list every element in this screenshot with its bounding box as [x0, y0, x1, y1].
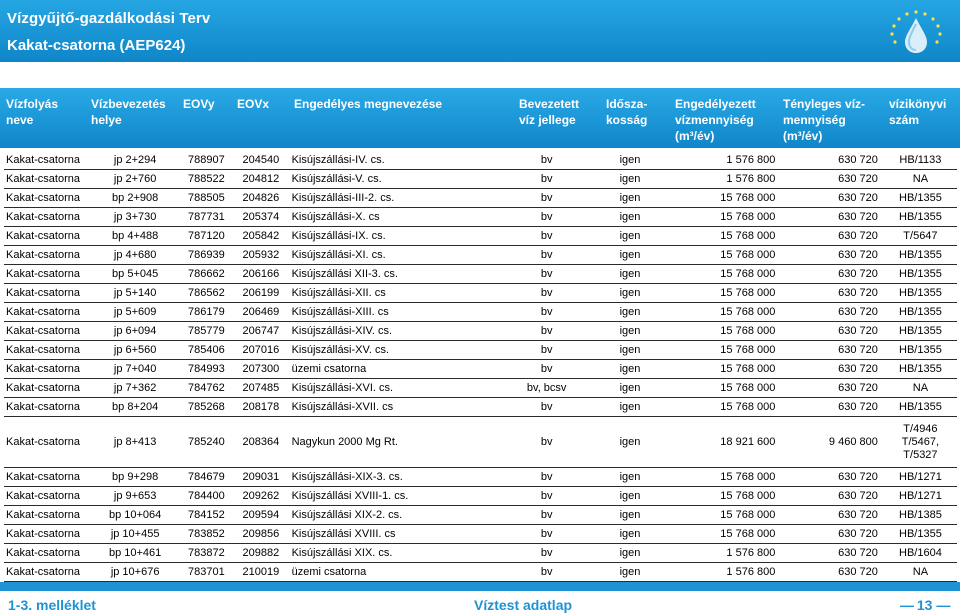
table-row [4, 398, 957, 417]
cell-water-type: bv [495, 468, 599, 487]
cell-water-type: bv [495, 284, 599, 303]
cell-permitted-volume: 15 768 000 [661, 246, 783, 265]
cell-waterbody: Kakat-csatorna [4, 151, 90, 170]
cell-periodicity: igen [599, 563, 662, 582]
table-row [4, 227, 957, 246]
cell-eovx: 209594 [232, 506, 289, 525]
cell-periodicity: igen [599, 341, 662, 360]
cell-eovy: 784400 [181, 487, 233, 506]
cell-periodicity: igen [599, 379, 662, 398]
cell-permittee: Kisújszállási XIX. cs. [290, 544, 495, 563]
cell-eovx: 209882 [232, 544, 289, 563]
cell-location: jp 6+094 [90, 322, 181, 341]
cell-permittee: Kisújszállási-XIX-3. cs. [290, 468, 495, 487]
cell-eovy: 787120 [181, 227, 233, 246]
table-body [4, 151, 957, 582]
cell-eovy: 784152 [181, 506, 233, 525]
cell-eovx: 210019 [232, 563, 289, 582]
cell-register-number: HB/1355 [884, 265, 957, 284]
cell-periodicity: igen [599, 322, 662, 341]
cell-eovx: 209031 [232, 468, 289, 487]
cell-permittee: Kisújszállási-XVII. cs [290, 398, 495, 417]
cell-actual-volume: 630 720 [783, 322, 884, 341]
cell-eovy: 783852 [181, 525, 233, 544]
cell-water-type: bv [495, 525, 599, 544]
cell-permittee: Kisújszállási XIX-2. cs. [290, 506, 495, 525]
cell-permittee: Kisújszállási-IV. cs. [290, 151, 495, 170]
cell-eovy: 785268 [181, 398, 233, 417]
cell-water-type: bv [495, 398, 599, 417]
col-header-bevezetett: Bevezetett víz jellege [519, 97, 580, 127]
table-row [4, 265, 957, 284]
cell-water-type: bv [495, 208, 599, 227]
cell-actual-volume: 630 720 [783, 468, 884, 487]
cell-actual-volume: 630 720 [783, 360, 884, 379]
cell-permitted-volume: 18 921 600 [661, 417, 783, 468]
cell-water-type: bv [495, 303, 599, 322]
cell-eovx: 208178 [232, 398, 289, 417]
cell-permittee: Kisújszállási-XVI. cs. [290, 379, 495, 398]
cell-waterbody: Kakat-csatorna [4, 208, 90, 227]
cell-permitted-volume: 15 768 000 [661, 322, 783, 341]
cell-location: jp 5+140 [90, 284, 181, 303]
cell-waterbody: Kakat-csatorna [4, 284, 90, 303]
cell-location: bp 10+064 [90, 506, 181, 525]
cell-eovy: 788907 [181, 151, 233, 170]
cell-waterbody: Kakat-csatorna [4, 265, 90, 284]
cell-permittee: Kisújszállási-III-2. cs. [290, 189, 495, 208]
cell-periodicity: igen [599, 360, 662, 379]
cell-periodicity: igen [599, 468, 662, 487]
cell-periodicity: igen [599, 303, 662, 322]
cell-location: bp 4+488 [90, 227, 181, 246]
cell-location: bp 8+204 [90, 398, 181, 417]
cell-actual-volume: 630 720 [783, 398, 884, 417]
cell-waterbody: Kakat-csatorna [4, 506, 90, 525]
cell-permittee: Kisújszállási-XI. cs. [290, 246, 495, 265]
cell-waterbody: Kakat-csatorna [4, 170, 90, 189]
table-row [4, 360, 957, 379]
table-row [4, 525, 957, 544]
cell-periodicity: igen [599, 246, 662, 265]
cell-water-type: bv [495, 151, 599, 170]
cell-permitted-volume: 1 576 800 [661, 170, 783, 189]
cell-location: jp 3+730 [90, 208, 181, 227]
cell-periodicity: igen [599, 506, 662, 525]
cell-waterbody: Kakat-csatorna [4, 303, 90, 322]
table-row [4, 468, 957, 487]
cell-location: bp 9+298 [90, 468, 181, 487]
cell-waterbody: Kakat-csatorna [4, 417, 90, 468]
table-row [4, 170, 957, 189]
cell-actual-volume: 630 720 [783, 227, 884, 246]
cell-actual-volume: 630 720 [783, 208, 884, 227]
cell-location: jp 10+676 [90, 563, 181, 582]
cell-waterbody: Kakat-csatorna [4, 379, 90, 398]
cell-periodicity: igen [599, 398, 662, 417]
cell-register-number: HB/1355 [884, 208, 957, 227]
cell-waterbody: Kakat-csatorna [4, 544, 90, 563]
col-header-vizfolyas: Vízfolyás neve [6, 97, 59, 127]
cell-register-number: HB/1271 [884, 468, 957, 487]
cell-location: bp 5+045 [90, 265, 181, 284]
cell-actual-volume: 630 720 [783, 341, 884, 360]
cell-location: jp 9+653 [90, 487, 181, 506]
cell-permitted-volume: 15 768 000 [661, 341, 783, 360]
cell-register-number: NA [884, 379, 957, 398]
cell-periodicity: igen [599, 265, 662, 284]
cell-eovx: 208364 [232, 417, 289, 468]
cell-permittee: Nagykun 2000 Mg Rt. [290, 417, 495, 468]
cell-eovx: 205842 [232, 227, 289, 246]
cell-water-type: bv, bcsv [495, 379, 599, 398]
cell-permittee: Kisújszállási XVIII. cs [290, 525, 495, 544]
cell-actual-volume: 630 720 [783, 189, 884, 208]
cell-water-type: bv [495, 265, 599, 284]
cell-eovx: 206199 [232, 284, 289, 303]
cell-eovy: 783872 [181, 544, 233, 563]
footer-page-number: — 13 — [900, 597, 950, 613]
document-subtitle: Kakat-csatorna (AEP624) [7, 37, 186, 54]
cell-waterbody: Kakat-csatorna [4, 487, 90, 506]
cell-register-number: HB/1355 [884, 189, 957, 208]
cell-water-type: bv [495, 246, 599, 265]
cell-waterbody: Kakat-csatorna [4, 246, 90, 265]
cell-eovx: 204812 [232, 170, 289, 189]
cell-waterbody: Kakat-csatorna [4, 189, 90, 208]
table-row [4, 506, 957, 525]
cell-eovx: 205374 [232, 208, 289, 227]
cell-eovy: 784679 [181, 468, 233, 487]
table-row [4, 544, 957, 563]
cell-permittee: Kisújszállási-V. cs. [290, 170, 495, 189]
cell-location: bp 2+908 [90, 189, 181, 208]
cell-eovy: 786662 [181, 265, 233, 284]
cell-register-number: HB/1355 [884, 246, 957, 265]
cell-eovy: 785779 [181, 322, 233, 341]
cell-waterbody: Kakat-csatorna [4, 227, 90, 246]
table-row [4, 563, 957, 582]
cell-permittee: üzemi csatorna [290, 360, 495, 379]
cell-water-type: bv [495, 170, 599, 189]
cell-eovx: 207016 [232, 341, 289, 360]
cell-permitted-volume: 15 768 000 [661, 227, 783, 246]
cell-eovx: 206747 [232, 322, 289, 341]
col-header-eovy: EOVy [183, 97, 215, 111]
cell-actual-volume: 630 720 [783, 563, 884, 582]
cell-actual-volume: 630 720 [783, 506, 884, 525]
cell-eovy: 786939 [181, 246, 233, 265]
cell-register-number: T/5647 [884, 227, 957, 246]
cell-periodicity: igen [599, 170, 662, 189]
cell-permittee: Kisújszállási-XIII. cs [290, 303, 495, 322]
cell-permitted-volume: 15 768 000 [661, 398, 783, 417]
col-header-idoszakossag: Idősza- kosság [606, 97, 648, 127]
cell-periodicity: igen [599, 544, 662, 563]
table-row [4, 417, 957, 468]
cell-location: jp 2+294 [90, 151, 181, 170]
col-header-engedelyezett: Engedélyezett vízmennyiség (m³/év) [675, 97, 756, 143]
footer-divider [0, 582, 960, 591]
cell-periodicity: igen [599, 189, 662, 208]
cell-register-number: HB/1355 [884, 398, 957, 417]
cell-eovy: 788505 [181, 189, 233, 208]
cell-waterbody: Kakat-csatorna [4, 468, 90, 487]
table-row [4, 208, 957, 227]
cell-water-type: bv [495, 506, 599, 525]
cell-register-number: HB/1355 [884, 360, 957, 379]
table-row [4, 341, 957, 360]
cell-location: jp 2+760 [90, 170, 181, 189]
cell-actual-volume: 630 720 [783, 544, 884, 563]
cell-eovx: 209856 [232, 525, 289, 544]
col-header-engedelyes: Engedélyes megnevezése [294, 97, 443, 111]
cell-actual-volume: 630 720 [783, 151, 884, 170]
cell-permittee: Kisújszállási-XIV. cs. [290, 322, 495, 341]
cell-periodicity: igen [599, 151, 662, 170]
cell-water-type: bv [495, 341, 599, 360]
cell-water-type: bv [495, 563, 599, 582]
cell-actual-volume: 630 720 [783, 303, 884, 322]
cell-eovy: 787731 [181, 208, 233, 227]
cell-location: jp 4+680 [90, 246, 181, 265]
cell-eovy: 785406 [181, 341, 233, 360]
cell-register-number: HB/1355 [884, 525, 957, 544]
cell-permitted-volume: 15 768 000 [661, 379, 783, 398]
cell-register-number: NA [884, 563, 957, 582]
cell-location: jp 7+362 [90, 379, 181, 398]
cell-water-type: bv [495, 360, 599, 379]
cell-register-number: HB/1355 [884, 341, 957, 360]
cell-permitted-volume: 15 768 000 [661, 506, 783, 525]
cell-register-number: T/4946 T/5467, T/5327 [884, 417, 957, 468]
cell-register-number: HB/1385 [884, 506, 957, 525]
cell-location: jp 7+040 [90, 360, 181, 379]
cell-register-number: HB/1133 [884, 151, 957, 170]
cell-permitted-volume: 15 768 000 [661, 208, 783, 227]
cell-waterbody: Kakat-csatorna [4, 322, 90, 341]
cell-permitted-volume: 15 768 000 [661, 468, 783, 487]
cell-permittee: Kisújszállási-IX. cs. [290, 227, 495, 246]
table-row [4, 379, 957, 398]
cell-permittee: Kisújszállási-XV. cs. [290, 341, 495, 360]
cell-periodicity: igen [599, 284, 662, 303]
cell-permitted-volume: 1 576 800 [661, 151, 783, 170]
cell-water-type: bv [495, 544, 599, 563]
cell-register-number: HB/1355 [884, 303, 957, 322]
cell-periodicity: igen [599, 417, 662, 468]
cell-actual-volume: 630 720 [783, 246, 884, 265]
cell-permittee: üzemi csatorna [290, 563, 495, 582]
cell-permitted-volume: 15 768 000 [661, 487, 783, 506]
footer-document-type: Víztest adatlap [474, 597, 573, 613]
cell-periodicity: igen [599, 487, 662, 506]
cell-permitted-volume: 15 768 000 [661, 525, 783, 544]
cell-eovy: 783701 [181, 563, 233, 582]
cell-register-number: HB/1271 [884, 487, 957, 506]
cell-register-number: HB/1604 [884, 544, 957, 563]
cell-eovx: 207300 [232, 360, 289, 379]
cell-eovy: 788522 [181, 170, 233, 189]
cell-permittee: Kisújszállási XII-3. cs. [290, 265, 495, 284]
cell-permitted-volume: 1 576 800 [661, 544, 783, 563]
cell-eovx: 209262 [232, 487, 289, 506]
table-row [4, 487, 957, 506]
footer-appendix-label: 1-3. melléklet [8, 597, 96, 613]
cell-permitted-volume: 1 576 800 [661, 563, 783, 582]
cell-actual-volume: 630 720 [783, 379, 884, 398]
col-header-tenyleges: Tényleges víz- mennyiség (m³/év) [783, 97, 866, 143]
cell-waterbody: Kakat-csatorna [4, 525, 90, 544]
title-banner [0, 0, 960, 62]
eu-water-drop-logo-icon [880, 4, 952, 56]
cell-waterbody: Kakat-csatorna [4, 341, 90, 360]
cell-eovx: 204540 [232, 151, 289, 170]
cell-location: jp 5+609 [90, 303, 181, 322]
cell-periodicity: igen [599, 227, 662, 246]
document-title: Vízgyűjtő-gazdálkodási Terv [7, 10, 211, 27]
cell-periodicity: igen [599, 208, 662, 227]
cell-waterbody: Kakat-csatorna [4, 360, 90, 379]
table-row [4, 284, 957, 303]
cell-water-type: bv [495, 487, 599, 506]
cell-eovx: 207485 [232, 379, 289, 398]
cell-water-type: bv [495, 322, 599, 341]
table-row [4, 189, 957, 208]
discharge-table [4, 151, 957, 582]
table-row [4, 303, 957, 322]
col-header-vizikonyvi: vízikönyvi szám [889, 97, 947, 127]
cell-eovy: 786179 [181, 303, 233, 322]
cell-water-type: bv [495, 417, 599, 468]
table-header [0, 88, 960, 148]
cell-actual-volume: 9 460 800 [783, 417, 884, 468]
cell-eovx: 204826 [232, 189, 289, 208]
table-row [4, 151, 957, 170]
cell-permitted-volume: 15 768 000 [661, 303, 783, 322]
cell-register-number: HB/1355 [884, 322, 957, 341]
cell-periodicity: igen [599, 525, 662, 544]
cell-permitted-volume: 15 768 000 [661, 265, 783, 284]
cell-waterbody: Kakat-csatorna [4, 563, 90, 582]
cell-water-type: bv [495, 189, 599, 208]
table-row [4, 246, 957, 265]
col-header-eovx: EOVx [237, 97, 270, 111]
cell-water-type: bv [495, 227, 599, 246]
cell-waterbody: Kakat-csatorna [4, 398, 90, 417]
cell-eovx: 205932 [232, 246, 289, 265]
cell-permitted-volume: 15 768 000 [661, 189, 783, 208]
cell-actual-volume: 630 720 [783, 265, 884, 284]
table-row [4, 322, 957, 341]
cell-permitted-volume: 15 768 000 [661, 360, 783, 379]
col-header-vizbevezetes: Vízbevezetés helye [91, 97, 166, 127]
cell-eovy: 785240 [181, 417, 233, 468]
cell-permittee: Kisújszállási XVIII-1. cs. [290, 487, 495, 506]
cell-actual-volume: 630 720 [783, 487, 884, 506]
cell-actual-volume: 630 720 [783, 170, 884, 189]
cell-actual-volume: 630 720 [783, 284, 884, 303]
cell-eovy: 786562 [181, 284, 233, 303]
cell-register-number: HB/1355 [884, 284, 957, 303]
cell-permittee: Kisújszállási-XII. cs [290, 284, 495, 303]
cell-eovx: 206166 [232, 265, 289, 284]
cell-register-number: NA [884, 170, 957, 189]
cell-eovy: 784762 [181, 379, 233, 398]
cell-location: jp 8+413 [90, 417, 181, 468]
cell-eovx: 206469 [232, 303, 289, 322]
cell-permittee: Kisújszállási-X. cs [290, 208, 495, 227]
cell-location: jp 10+455 [90, 525, 181, 544]
cell-location: bp 10+461 [90, 544, 181, 563]
cell-actual-volume: 630 720 [783, 525, 884, 544]
cell-permitted-volume: 15 768 000 [661, 284, 783, 303]
cell-eovy: 784993 [181, 360, 233, 379]
cell-location: jp 6+560 [90, 341, 181, 360]
